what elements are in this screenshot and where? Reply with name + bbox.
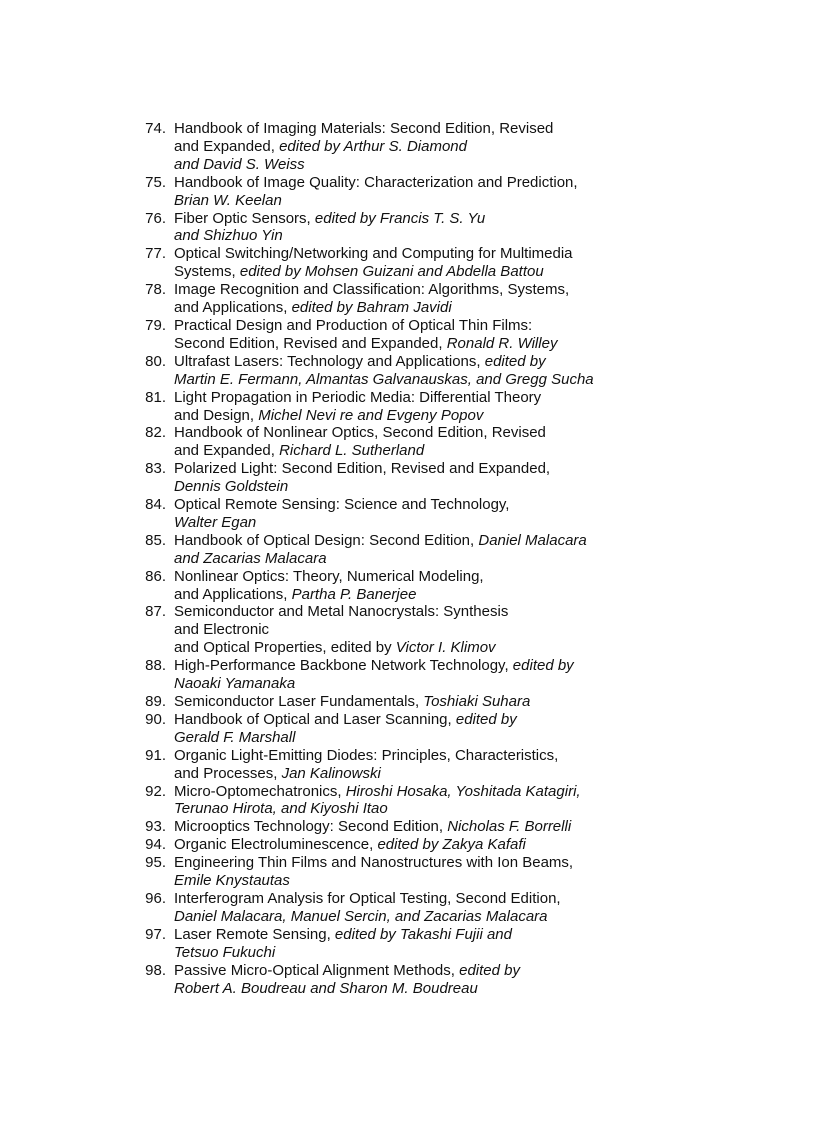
author-text: Terunao Hirota, and Kiyoshi Itao	[174, 800, 388, 818]
entry-line	[174, 586, 692, 604]
entry-line	[174, 980, 692, 998]
entry-number: 94.	[145, 836, 166, 854]
entry-line	[174, 603, 692, 621]
title-text: Nonlinear Optics: Theory, Numerical Modeling,	[174, 567, 484, 585]
title-text: Optical Remote Sensing: Science and Technology,	[174, 496, 510, 514]
entry-number: 78.	[145, 281, 166, 299]
author-text: Emile Knystautas	[174, 872, 290, 890]
title-text: Light Propagation in Periodic Media: Differential Theory	[174, 388, 542, 406]
entry-line	[174, 156, 692, 174]
entry-line	[174, 371, 692, 389]
entry-line	[174, 729, 692, 747]
entry-number: 98.	[145, 961, 166, 979]
entry-number: 84.	[145, 496, 166, 514]
author-text: and Shizhuo Yin	[174, 227, 283, 245]
author-text: and Zacarias Malacara	[174, 549, 327, 567]
entry-line	[174, 496, 692, 514]
list-item	[132, 926, 692, 962]
list-item	[132, 836, 692, 854]
entry-number: 80.	[145, 352, 166, 370]
title-text: Systems,	[174, 263, 240, 281]
title-text: Handbook of Optical Design: Second Edition,	[174, 531, 479, 549]
list-item	[132, 711, 692, 747]
entry-number: 93.	[145, 818, 166, 836]
list-item	[132, 818, 692, 836]
entry-line	[174, 854, 692, 872]
entry-line	[174, 174, 692, 192]
entry-line	[174, 227, 692, 245]
entry-line	[174, 210, 692, 228]
entry-line	[174, 568, 692, 586]
entry-number: 82.	[145, 424, 166, 442]
list-item	[132, 532, 692, 568]
author-text: Robert A. Boudreau and Sharon M. Boudreau	[174, 979, 478, 997]
entry-line	[174, 783, 692, 801]
author-text: Partha P. Banerjee	[291, 585, 417, 603]
entry-line	[174, 532, 692, 550]
title-text: Image Recognition and Classification: Algorithms, Systems,	[174, 281, 570, 299]
entry-line	[174, 192, 692, 210]
entry-number: 96.	[145, 889, 166, 907]
entry-line	[174, 657, 692, 675]
title-text: and Design,	[174, 406, 259, 424]
entry-line	[174, 747, 692, 765]
entry-line	[174, 263, 692, 281]
author-text: Gerald F. Marshall	[174, 728, 296, 746]
list-item	[132, 210, 692, 246]
list-item	[132, 657, 692, 693]
list-item	[132, 317, 692, 353]
author-text: Tetsuo Fukuchi	[174, 943, 276, 961]
list-item	[132, 120, 692, 174]
author-text: edited by Francis T. S. Yu	[314, 209, 486, 227]
entry-number: 92.	[145, 782, 166, 800]
title-text: and Processes,	[174, 764, 282, 782]
entry-line	[174, 478, 692, 496]
author-text: edited by Arthur S. Diamond	[279, 137, 467, 155]
entry-number: 91.	[145, 746, 166, 764]
entry-number: 81.	[145, 388, 166, 406]
entry-number: 88.	[145, 657, 166, 675]
title-text: Practical Design and Production of Optical Thin Films:	[174, 316, 533, 334]
book-series-list	[132, 120, 692, 997]
title-text: Microoptics Technology: Second Edition,	[174, 818, 448, 836]
entry-line	[174, 962, 692, 980]
entry-number: 75.	[145, 173, 166, 191]
author-text: Daniel Malacara, Manuel Sercin, and Zacarias Malacara	[174, 907, 548, 925]
list-item	[132, 568, 692, 604]
title-text: and Expanded,	[174, 442, 280, 460]
list-item	[132, 281, 692, 317]
entry-line	[174, 926, 692, 944]
author-text: Jan Kalinowski	[281, 764, 381, 782]
list-item	[132, 245, 692, 281]
entry-line	[174, 890, 692, 908]
entry-line	[174, 281, 692, 299]
entry-number: 89.	[145, 693, 166, 710]
entry-line	[174, 675, 692, 693]
entry-line	[174, 550, 692, 568]
entry-line	[174, 389, 692, 407]
entry-number: 87.	[145, 603, 166, 621]
entry-number: 95.	[145, 854, 166, 872]
title-text: and Applications,	[174, 299, 292, 317]
title-text: Micro-Optomechatronics,	[174, 782, 346, 800]
author-text: Dennis Goldstein	[174, 478, 289, 496]
entry-line	[174, 800, 692, 818]
author-text: edited by	[455, 710, 517, 728]
title-text: Laser Remote Sensing,	[174, 925, 335, 943]
title-text: Handbook of Nonlinear Optics, Second Edition, Revised	[174, 424, 546, 442]
entry-number: 79.	[145, 316, 166, 334]
title-text: High-Performance Backbone Network Technology,	[174, 657, 513, 675]
title-text: and Applications,	[174, 585, 292, 603]
entry-line	[174, 424, 692, 442]
author-text: Daniel Malacara	[478, 531, 587, 549]
title-text: Engineering Thin Films and Nanostructures with Ion Beams,	[174, 854, 574, 872]
entry-line	[174, 407, 692, 425]
list-item	[132, 962, 692, 998]
entry-line	[174, 908, 692, 926]
list-item	[132, 389, 692, 425]
entry-line	[174, 836, 692, 854]
title-text: Polarized Light: Second Edition, Revised and Expanded,	[174, 460, 551, 478]
title-text: and Optical Properties, edited by	[174, 639, 396, 657]
entry-line	[174, 120, 692, 138]
author-text: Ronald R. Willey	[446, 334, 558, 352]
entry-line	[174, 335, 692, 353]
list-item	[132, 424, 692, 460]
author-text: Naoaki Yamanaka	[174, 675, 296, 693]
list-item	[132, 460, 692, 496]
list-item	[132, 747, 692, 783]
list-item	[132, 890, 692, 926]
author-text: Martin E. Fermann, Almantas Galvanauskas, and Gregg Sucha	[174, 370, 594, 388]
entry-line	[174, 514, 692, 532]
author-text: Hiroshi Hosaka, Yoshitada Katagiri,	[345, 782, 581, 800]
entry-line	[174, 317, 692, 335]
list-item	[132, 353, 692, 389]
entry-line	[174, 621, 692, 639]
entry-line	[174, 693, 692, 711]
list-item	[132, 854, 692, 890]
entry-number: 97.	[145, 925, 166, 943]
title-text: Organic Light-Emitting Diodes: Principles, Characteristics,	[174, 746, 559, 764]
title-text: Ultrafast Lasers: Technology and Applications,	[174, 352, 485, 370]
title-text: Handbook of Image Quality: Characterization and Prediction,	[174, 173, 578, 191]
title-text: Interferogram Analysis for Optical Testing, Second Edition,	[174, 889, 561, 907]
entry-line	[174, 442, 692, 460]
title-text: Optical Switching/Networking and Computing for Multimedia	[174, 245, 573, 263]
author-text: edited by Takashi Fujii and	[334, 925, 512, 943]
entry-number: 74.	[145, 120, 166, 137]
entry-number: 90.	[145, 710, 166, 728]
list-item	[132, 496, 692, 532]
entry-line	[174, 299, 692, 317]
entry-line	[174, 765, 692, 783]
entry-number: 86.	[145, 567, 166, 585]
entry-line	[174, 872, 692, 890]
entry-number: 77.	[145, 245, 166, 263]
author-text: Brian W. Keelan	[174, 191, 282, 209]
author-text: Victor I. Klimov	[395, 639, 496, 657]
title-text: Passive Micro-Optical Alignment Methods,	[174, 961, 460, 979]
author-text: Nicholas F. Borrelli	[447, 818, 572, 836]
title-text: Handbook of Imaging Materials: Second Edition, Revised	[174, 120, 554, 137]
author-text: Michel Nevi re and Evgeny Popov	[258, 406, 484, 424]
entry-line	[174, 944, 692, 962]
entry-number: 85.	[145, 531, 166, 549]
entry-line	[174, 353, 692, 371]
entry-line	[174, 460, 692, 478]
list-item	[132, 603, 692, 657]
title-text: Handbook of Optical and Laser Scanning,	[174, 710, 456, 728]
entry-number: 83.	[145, 460, 166, 478]
list-item	[132, 693, 692, 711]
list-item	[132, 783, 692, 819]
entry-line	[174, 639, 692, 657]
author-text: edited by	[512, 657, 574, 675]
entry-line	[174, 138, 692, 156]
author-text: edited by Mohsen Guizani and Abdella Battou	[239, 263, 544, 281]
author-text: edited by Zakya Kafafi	[377, 836, 526, 854]
title-text: Second Edition, Revised and Expanded,	[174, 334, 447, 352]
entry-line	[174, 818, 692, 836]
title-text: Organic Electroluminescence,	[174, 836, 378, 854]
entry-number: 76.	[145, 209, 166, 227]
author-text: edited by	[459, 961, 521, 979]
title-text: and Expanded,	[174, 137, 280, 155]
author-text: edited by	[484, 352, 546, 370]
author-text: Walter Egan	[174, 513, 257, 531]
title-text: Fiber Optic Sensors,	[174, 209, 315, 227]
list-item	[132, 174, 692, 210]
title-text: Semiconductor Laser Fundamentals,	[174, 693, 424, 710]
entry-line	[174, 245, 692, 263]
entry-line	[174, 711, 692, 729]
author-text: Toshiaki Suhara	[423, 693, 531, 710]
author-text: and David S. Weiss	[174, 155, 305, 173]
author-text: edited by Bahram Javidi	[291, 299, 452, 317]
title-text: and Electronic	[174, 621, 270, 639]
title-text: Semiconductor and Metal Nanocrystals: Synthesis	[174, 603, 509, 621]
author-text: Richard L. Sutherland	[279, 442, 425, 460]
